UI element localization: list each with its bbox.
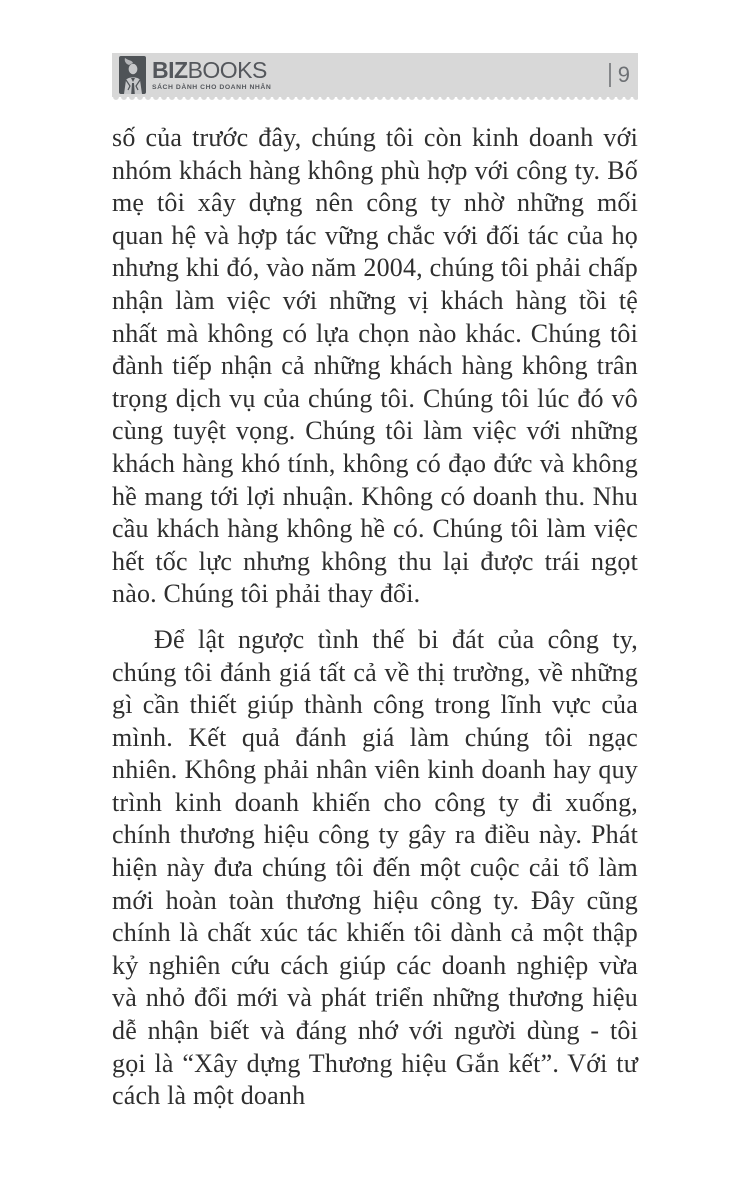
bizbooks-logo-icon: [119, 56, 146, 94]
page-number-separator: [609, 63, 611, 87]
body-paragraph: Để lật ngược tình thế bi đát của công ty, chúng tôi đánh giá tất cả về thị trường, về những gì cần thiết giúp thành công trong lĩnh vực của mình. Kết quả đánh giá làm chúng tôi ngạc nhiên. Không phải nhân viên kinh doanh hay quy trình kinh doanh khiến cho công ty đi xuống, chính thương hiệu công ty gây ra điều này. Phát hiện này đưa chúng tôi đến một cuộc cải tổ làm mới hoàn toàn thương hiệu công ty. Đây cũng chính là chất xúc tác khiến tôi dành cả một thập kỷ nghiên cứu cách giúp các doanh nghiệp vừa và nhỏ đổi mới và phát triển những thương hiệu dễ nhận biết và đáng nhớ với người dùng - tôi gọi là “Xây dựng Thương hiệu Gắn kết”. Với tư cách là một doanh: [112, 624, 638, 1111]
brand-name: [152, 56, 271, 83]
bizbooks-brand: [112, 56, 271, 94]
brand-tagline: SÁCH DÀNH CHO DOANH NHÂN: [152, 83, 272, 91]
page-number: 9: [617, 62, 630, 87]
page-number-block: [609, 53, 630, 97]
brand-name-books: BOOKS: [187, 56, 267, 83]
brand-text: [152, 56, 272, 92]
page-body-text: [112, 122, 638, 1113]
header-band: [112, 53, 638, 97]
body-paragraph: số của trước đây, chúng tôi còn kinh doanh với nhóm khách hàng không phù hợp với công ty. Bố mẹ tôi xây dựng nên công ty nhờ những mối quan hệ và hợp tác vững chắc với đối tác của họ nhưng khi đó, vào năm 2004, chúng tôi phải chấp nhận làm việc với những vị khách hàng tồi tệ nhất mà không có lựa chọn nào khác. Chúng tôi đành tiếp nhận cả những khách hàng không trân trọng dịch vụ của chúng tôi. Chúng tôi lúc đó vô cùng tuyệt vọng. Chúng tôi làm việc với những khách hàng khó tính, không có đạo đức và không hề mang tới lợi nhuận. Không có doanh thu. Nhu cầu khách hàng không hề có. Chúng tôi làm việc hết tốc lực nhưng không thu lại được trái ngọt nào. Chúng tôi phải thay đổi.: [112, 123, 638, 609]
brand-name-biz: BIZ: [152, 56, 188, 83]
